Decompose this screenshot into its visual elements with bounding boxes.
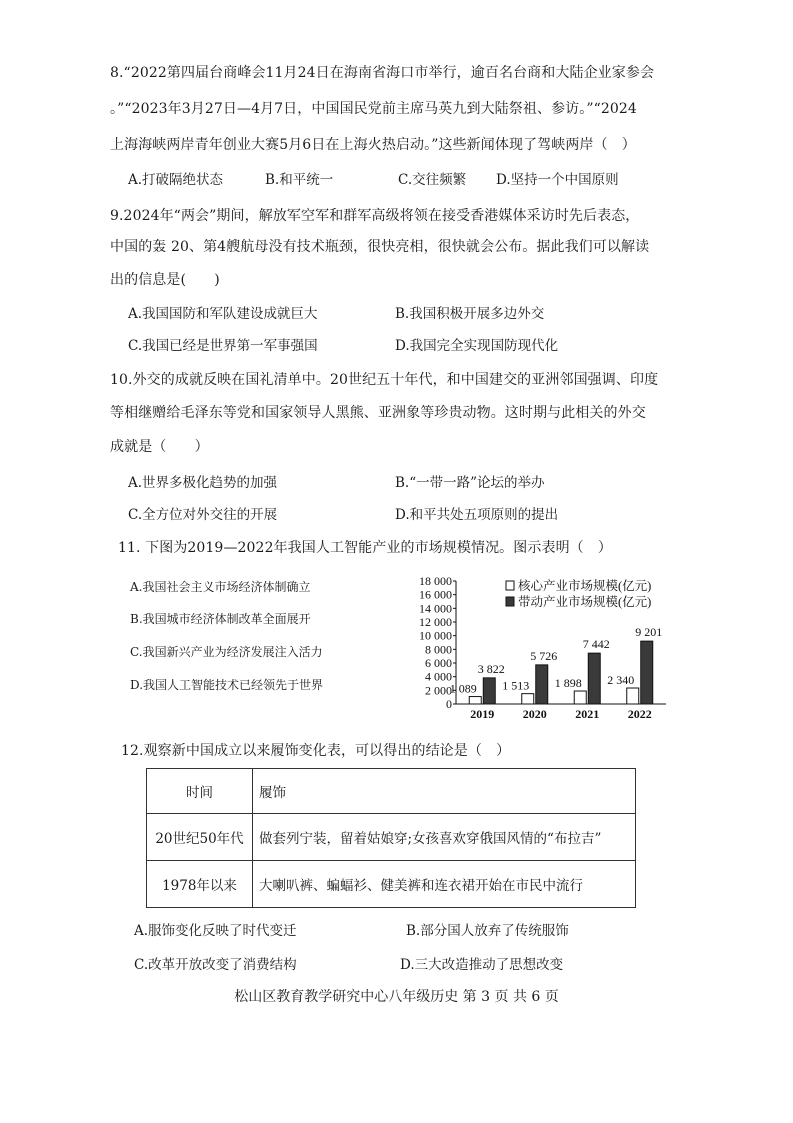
q8-line-1: 8.“2022第四届台商峰会11月24日在海南省海口市举行，逾百名台商和大陆企业家参会 [110,65,655,81]
q10-option-a: A.世界多极化趋势的加强 [128,475,278,491]
q11-option-b: B.我国城市经济体制改革全面展开 [130,612,311,626]
table-cell-time: 1978年以来 [147,861,253,908]
q11-option-a: A.我国社会主义市场经济体制确立 [130,580,311,594]
data-label: 1 089 [449,681,477,696]
legend-label: 带动产业市场规模(亿元) [518,595,652,609]
table-header-clothing: 履饰 [253,769,636,814]
table-header-row [147,769,636,814]
y-tick-label: 4 000 [425,669,452,684]
q12-option-b: B.部分国人放弃了传统服饰 [406,923,569,939]
x-tick-label: 2021 [575,707,600,721]
q9-option-c: C.我国已经是世界第一军事强国 [128,338,318,354]
related-industry-bar [641,641,653,704]
y-tick-label: 10 000 [419,628,452,643]
q11-option-d: D.我国人工智能技术已经领先于世界 [130,678,324,692]
y-tick-label: 18 000 [419,574,452,588]
q8-option-b: B.和平统一 [265,172,334,188]
legend-swatch [506,597,514,606]
table-cell-time: 20世纪50年代 [147,814,253,861]
q10-option-d: D.和平共处五项原则的提出 [395,507,559,523]
legend-label: 核心产业市场规模(亿元) [518,579,652,593]
data-label: 9 201 [635,625,663,640]
data-label: 2 340 [607,673,635,688]
q11-line-1: 11. 下图为2019—2022年我国人工智能产业的市场规模情况。图示表明（ ） [118,540,612,556]
q9-option-b: B.我国积极开展多边外交 [395,306,545,322]
market-size-bar-chart [410,572,672,722]
core-industry-bar [469,697,481,704]
x-tick-label: 2022 [627,707,652,721]
y-tick-label: 8 000 [425,642,452,657]
q10-line-1: 10.外交的成就反映在国礼清单中。20世纪五十年代，和中国建交的亚洲邻国强调、印度 [110,372,659,388]
legend-swatch [506,581,514,590]
y-tick-label: 12 000 [419,615,452,629]
data-label: 7 442 [582,637,610,652]
table-row [147,861,636,908]
q9-line-3: 出的信息是( ) [110,272,220,288]
y-tick-label: 6 000 [425,656,452,670]
q8-line-2: 。”“2023年3月27日—4月7日，中国国民党前主席马英九到大陆祭祖、参访。”“2024 [110,101,637,117]
clothing-change-table [146,768,636,908]
q9-line-1: 9.2024年“两会”期间，解放军空军和群军高级将领在接受香港媒体采访时先后表态， [110,208,640,224]
q10-line-3: 成就是（ ） [110,439,209,455]
y-tick-label: 2 000 [425,683,452,698]
data-label: 1 513 [502,678,530,693]
y-tick-label: 0 [446,697,452,711]
page-footer: 松山区教育教学研究中心八年级历史 第 3 页 共 6 页 [234,989,559,1005]
core-industry-bar [574,691,586,704]
q8-option-a: A.打破隔绝状态 [128,172,224,188]
q10-option-b: B.“一带一路”论坛的举办 [395,475,545,491]
y-tick-label: 14 000 [419,601,452,616]
q11-option-c: C.我国新兴产业为经济发展注入活力 [130,645,323,659]
related-industry-bar [536,665,548,704]
q12-option-c: C.改革开放改变了消费结构 [134,957,297,973]
data-label: 3 822 [477,661,505,676]
data-label: 1 898 [554,676,582,691]
data-label: 5 726 [530,648,558,663]
x-tick-label: 2019 [470,707,495,721]
related-industry-bar [588,653,600,704]
q9-line-2: 中国的轰 20、第4艘航母没有技术瓶颈，很快亮相，很快就会公布。据此我们可以解读 [110,239,650,255]
table-row [147,814,636,861]
table-cell-clothing: 做套列宁装，留着姑娘穿;女孩喜欢穿俄国风情的“布拉吉” [253,814,636,861]
q10-option-c: C.全方位对外交往的开展 [128,507,278,523]
q12-option-a: A.服饰变化反映了时代变迁 [134,923,297,939]
q8-option-c: C.交往频繁 [398,172,467,188]
core-industry-bar [522,694,534,704]
q12-option-d: D.三大改造推动了思想改变 [400,957,564,973]
related-industry-bar [483,678,495,704]
y-tick-label: 16 000 [419,587,452,602]
q8-line-3: 上海海峡两岸青年创业大赛5月6日在上海火热启动。”这些新闻体现了驾峡两岸（ ） [110,137,636,153]
q10-line-2: 等相继赠给毛泽东等党和国家领导人黑熊、亚洲象等珍贵动物。这时期与此相关的外交 [110,405,646,421]
x-tick-label: 2020 [522,707,547,721]
core-industry-bar [627,688,639,704]
q9-option-d: D.我国完全实现国防现代化 [395,338,559,354]
q9-option-a: A.我国国防和军队建设成就巨大 [128,306,318,322]
table-cell-clothing: 大喇叭裤、蝙蝠衫、健美裤和连衣裙开始在市民中流行 [253,861,636,908]
table-header-time: 时间 [147,769,253,814]
q8-option-d: D.坚持一个中国原则 [496,172,619,188]
q12-line-1: 12.观察新中国成立以来履饰变化表，可以得出的结论是（ ） [121,743,511,759]
